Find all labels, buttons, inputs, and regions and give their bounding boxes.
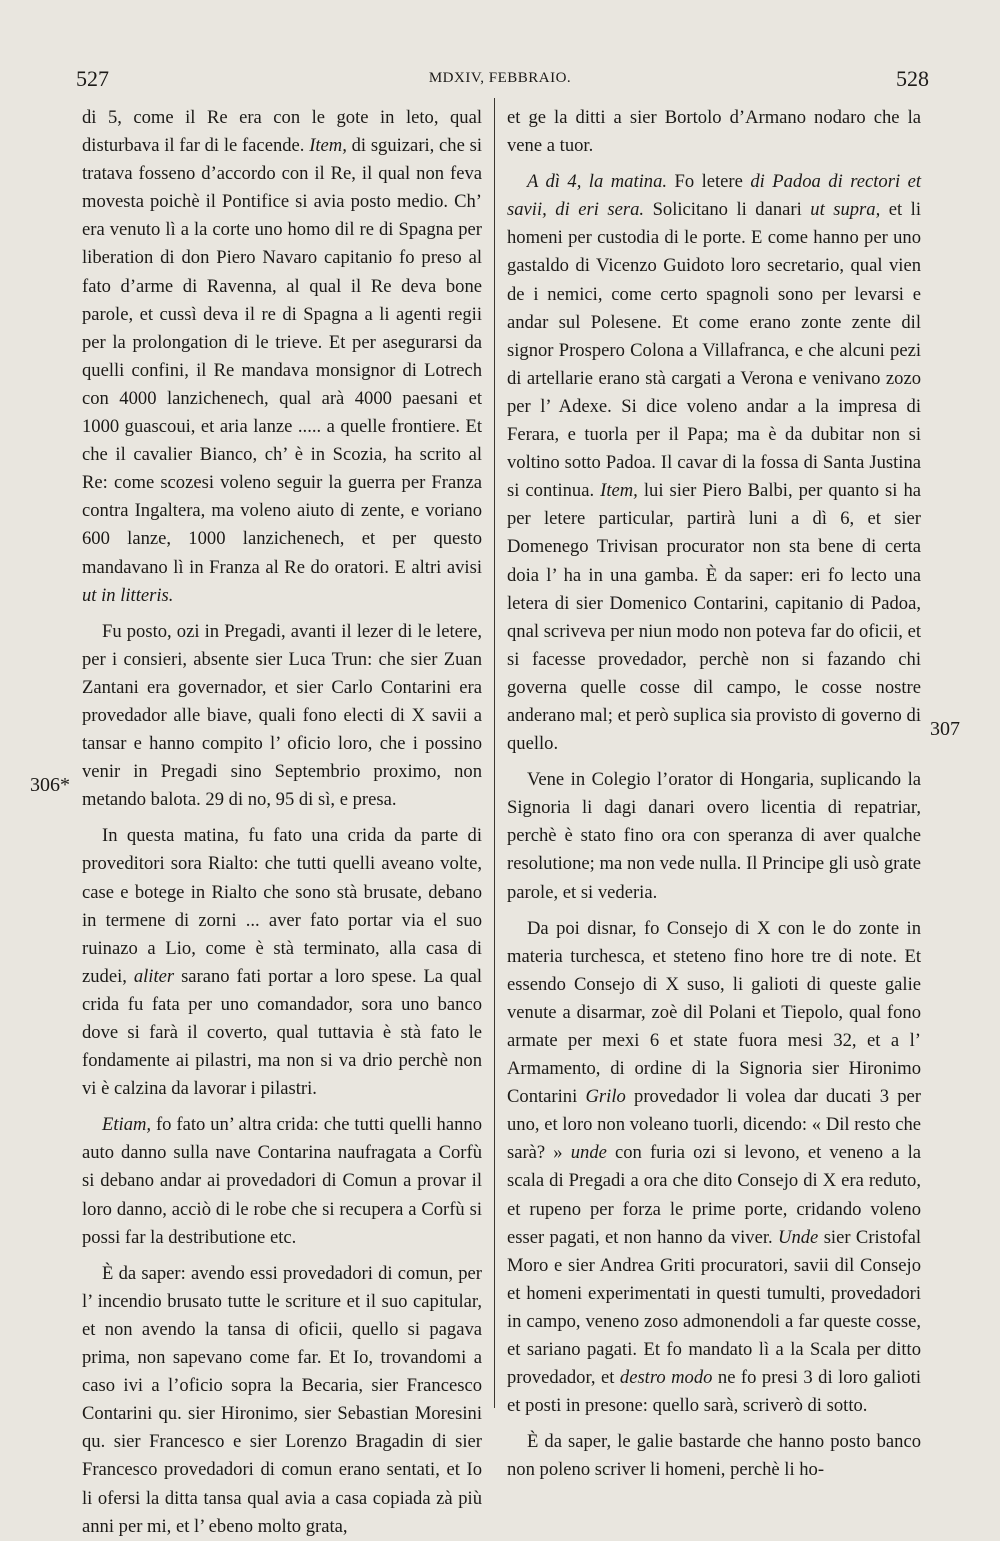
text-run: sier Cristofal Moro e sier Andrea Griti procuratori, savii dil Consejo et homeni experimentati in questi tumulti, provedadori in campo, veneno zoso admonendoli a far queste cosse, et sariano pagati. Et fo mandato lì a la Scala per ditto provedador, et — [507, 1226, 921, 1389]
italic-run: unde — [570, 1142, 607, 1164]
italic-run: ut supra, — [810, 199, 881, 221]
right-paragraph-5: È da saper, le galie bastarde che hanno posto banco non poleno scriver li homeni, perchè li ho- — [507, 1431, 921, 1481]
text-run: di 5, come il Re era con le gote in leto, qual disturbava il far di le facende. — [82, 107, 482, 157]
italic-run: Grilo — [585, 1086, 626, 1108]
right-column — [507, 104, 921, 1485]
text-run: Fo letere — [667, 171, 751, 193]
page-header — [0, 66, 1000, 96]
text-run: con furia ozi si levono, et veneno a la scala di Pregadi a ora che dito Consejo di X era reduto, et rupeno per forza le prime porte, cridando voleno esser pagati, et non hanno da viver. — [507, 1142, 922, 1248]
column-divider — [494, 98, 495, 1408]
left-paragraph-5: È da saper: avendo essi provedadori di comun, per l’ incendio brusato tutte le scriture et il suo capitular, et non avendo la tansa di oficii, quello si pagava prima, non sapevano come far. Et Io, trovandomi a caso ivi a l’oficio sopra la Becaria, sier Francesco Contarini qu. sier Hironimo, sier Sebastian Moresini qu. sier Francesco e sier Lorenzo Bragadin di sier Francesco provedadori di comun erano sentati, et Io li ofersi la ditta tansa qual avia a casa copiada zà più anni per mi, et l’ ebeno molto grata, — [82, 1262, 482, 1537]
right-paragraph-4 — [507, 915, 921, 1421]
text-run: provedador li volea dar ducati 3 per uno, et loro non voleano tuorli, dicendo: « Dil resto che sarà? » — [507, 1086, 921, 1164]
text-run: sarano fati portar a loro spese. La qual crida fu fata per uno comandador, sora uno banco dove si farà il coverto, qual tuttavia è stà fato le fondamente ai pilastri, ma non si va drio perchè non vi è calzina da lavorar i pilastri. — [82, 965, 483, 1100]
text-run: In questa matina, fu fato una crida da parte di proveditori sora Rialto: che tutti quelli aveano volte, case e botege in Rialto che sono stà brusate, debano in termene di zorni ... aver fato portar via el suo ruinazo a Lio, come è stà terminato, alla casa di zudei, — [82, 825, 482, 987]
right-paragraph-2 — [507, 168, 921, 758]
italic-run: A dì 4, la matina. — [527, 171, 668, 193]
text-run: et li homeni per custodia di le porte. E come hanno per uno gastaldo di Vicenzo Guidoto loro secretario, qual vien de i nemici, come certo spagnoli sono per levarsi e andar sul Polesene. Et come erano zonte zente dil signor Prospero Colona a Villafranca, e che alcuni pezi di artellarie erano stà cargati a Verona e venivano zozo per l’ Adexe. Si dice voleno andar a la impresa di Ferara, e tuorla per il Papa; ma è da dubitar non si voltino sotto Padoa. Il cavar di la fossa di Santa Justina si continua. — [507, 199, 922, 502]
text-run: Da poi disnar, fo Consejo di X con le do zonte in materia turchesca, et steteno fino hore tre di note. Et essendo Consejo di X suso, li galioti di queste galie venute a disarmar, zoè dil Polani et Tiepolo, qual fono armate per mexi 6 et state fuora mesi 32, et a l’ Armamento, di ordine di la Signoria sier Hironimo Contarini — [507, 917, 921, 1108]
left-paragraph-1 — [82, 104, 482, 610]
left-paragraph-2: Fu posto, ozi in Pregadi, avanti il lezer di le letere, per i consieri, absente sier Luca Trun: che sier Zuan Zantani era governador, et sier Carlo Contarini era provedador alle biave, quali fono electi di X savii a tansar e hanno compito l’ oficio loro, che i possino venir in Pregadi sino Septembrio proximo, non metando balota. 29 di no, 95 di sì, e presa. — [82, 620, 482, 811]
text-run: Solicitano li danari — [644, 199, 811, 221]
italic-run: di Padoa di rectori et savii, di eri sera. — [507, 171, 921, 221]
right-paragraph-3: Vene in Colegio l’orator di Hongaria, suplicando la Signoria li dagi danari overo licentia di repatriar, perchè è stato fino ora con speranza di aver qualche resolutione; ma non vede nulla. Il Principe gli usò grate parole, et si vederia. — [507, 769, 921, 903]
italic-run: Item, — [600, 480, 638, 502]
italic-run: Item, — [309, 135, 347, 157]
page-number-left: 527 — [76, 66, 109, 91]
running-title: MDXIV, FEBBRAIO. — [428, 70, 572, 86]
text-run: ne fo presi 3 di loro galioti et posti in presone: quello sarà, scriverò di sotto. — [507, 1367, 921, 1417]
text-run: fo fato un’ altra crida: che tutti quelli hanno auto danno sulla nave Contarina naufragata a Corfù si debano andar ai provedadori di Comun a provar il loro danno, acciò di le robe che si recupera a Corfù si possi far la destributione etc. — [82, 1114, 482, 1248]
italic-run: aliter — [133, 965, 175, 987]
right-paragraph-1: et ge la ditti a sier Bortolo d’Armano nodaro che la vene a tuor. — [507, 107, 921, 157]
italic-run: ut in litteris. — [82, 584, 174, 606]
italic-run: Unde — [778, 1226, 819, 1248]
italic-run: Etiam, — [102, 1114, 152, 1136]
text-run: di sguizari, che si tratava fosseno d’accordo con il Re, il qual non feva movesta poichè il Pontifice si avia posto medio. Ch’ era venuto lì a la corte uno homo dil re di Spagna per liberation di don Piero Navaro capitanio fo preso al fato d’arme di Ravenna, al qual il Re deva bone parole, et cussì deva il re di Spagna a li agenti regii per la prolongation di le trieve. Et per asegurarsi da quelli confini, il Re mandava monsignor di Lotrech con 4000 lanzichenech, qual arà 4000 paesani et 1000 guascoui, et aria lanze ..... a quelle frontiere. Et che il cavalier Bianco, ch’ è in Scozia, ha scrito al Re: come scozesi voleno seguir la guerra per Franza contra Ingaltera, ma voleno aiuto di zente, e voriano 600 lanze, 1000 lanzichenech, et per questo mandavano lì in Franza al Re do oratori. E altri avisi — [82, 135, 482, 578]
page-number-right: 528 — [896, 66, 929, 91]
margin-number-right: 307 — [930, 718, 960, 740]
text-run: lui sier Piero Balbi, per quanto si ha per letere particular, partirà luni a dì 6, et sier Domenego Trivisan procurator non sta bene di certa doia l’ ha in una gamba. È da saper: eri fo lecto una letera di sier Domenico Contarini, capitanio di Padoa, qnal scriveva per niun modo non poteva far do oficii, et si facesse provedador, perchè non si fazando chi governa quelle cosse dil campo, le cosse nostre anderano mal; et però suplica sia provisto di governo di quello. — [507, 480, 921, 755]
left-paragraph-3 — [82, 822, 482, 1103]
left-paragraph-4 — [82, 1111, 482, 1251]
left-column — [82, 104, 482, 1541]
italic-run: destro modo — [619, 1367, 713, 1389]
margin-number-left: 306* — [30, 774, 70, 796]
